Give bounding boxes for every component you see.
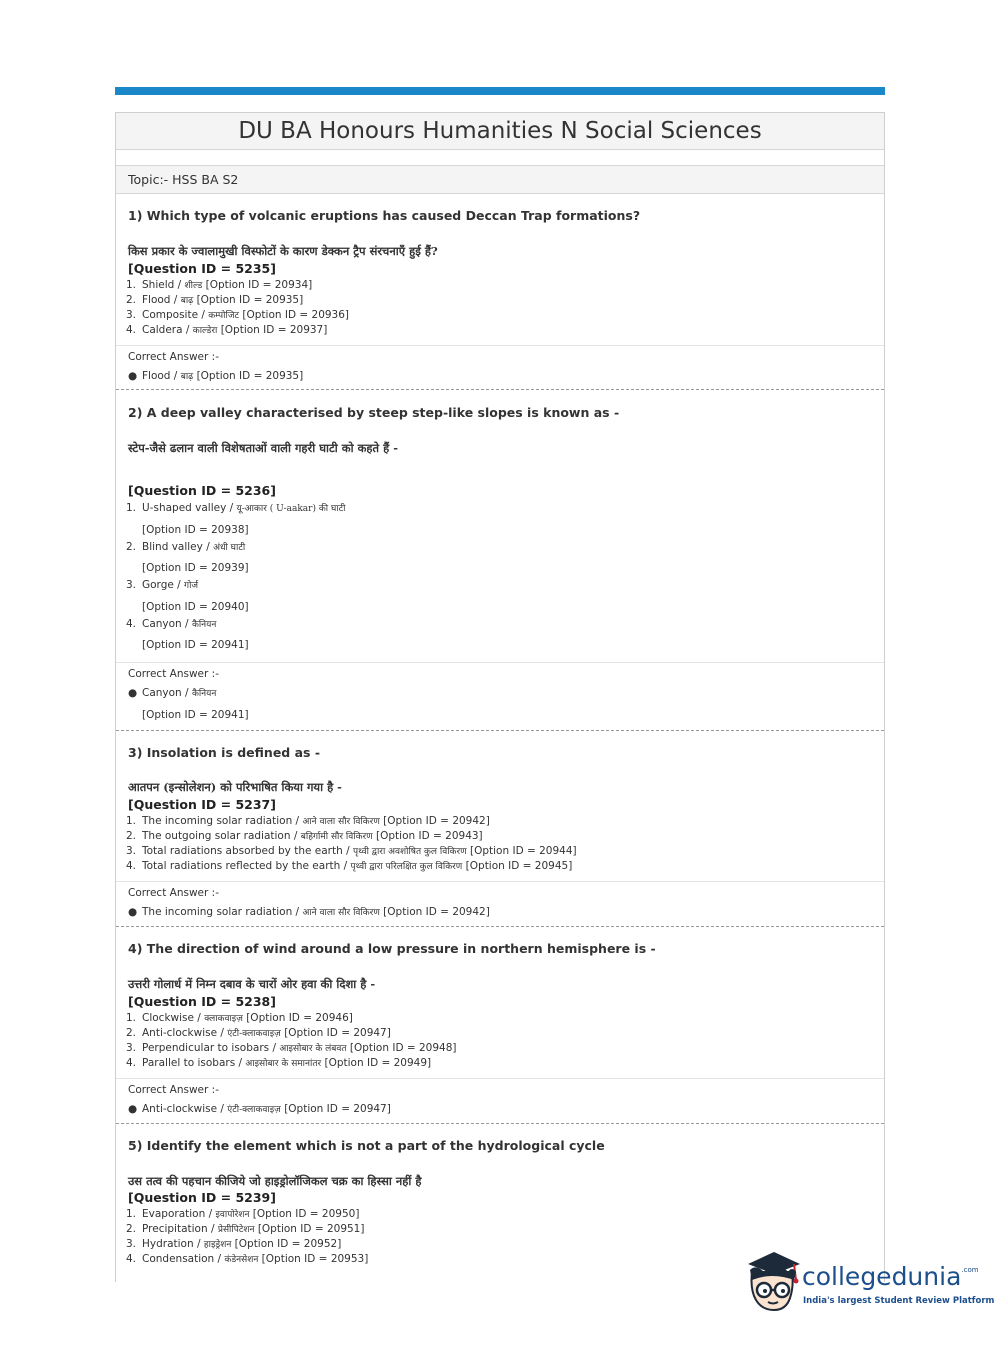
question-text: 1) Which type of volcanic eruptions has caused Deccan Trap formations? [128,208,641,223]
correct-answer: ● The incoming solar radiation / आने वाला सौर विकिरण [Option ID = 20942] [128,906,490,918]
question-paper [115,112,885,1282]
option-item: 2. The outgoing solar radiation / बहिर्गामी सौर विकिरण [Option ID = 20943] [126,830,483,842]
option-id: [Option ID = 20941] [142,639,249,651]
option-id: [Option ID = 20938] [142,524,249,536]
question-text: 2) A deep valley characterised by steep step-like slopes is known as - [128,405,620,420]
correct-answer: ● Canyon / कैनियन [128,687,217,699]
option-item: 4. Canyon / कैनियन [126,618,217,630]
divider [116,881,884,882]
option-item: 2. Precipitation / प्रेसीपिटेशन [Option ID = 20951] [126,1223,365,1235]
logo-wordmark: collegedunia$^{.com}$ [802,1262,979,1291]
page-title: DU BA Honours Humanities N Social Sciences [238,118,762,144]
question-text-hindi: उत्तरी गोलार्ध में निम्न दबाव के चारों ओर हवा की दिशा है - [128,977,376,991]
question-id: [Question ID = 5235] [128,261,276,276]
divider [116,345,884,346]
option-item: 1. U-shaped valley / यू-आकार ( U-aakar) की घाटी [126,502,346,514]
question-text: 3) Insolation is defined as - [128,745,321,760]
correct-answer-label: Correct Answer :- [128,668,219,680]
option-item: 1. Evaporation / इवापोरेशन [Option ID = 20950] [126,1208,360,1220]
divider [116,1078,884,1079]
topic-row: Topic:- HSS BA S2 [116,166,884,194]
option-id: [Option ID = 20940] [142,601,249,613]
correct-answer: ● Anti-clockwise / एंटी-क्लाकवाइज़ [Option ID = 20947] [128,1103,391,1115]
logo-tagline: India's largest Student Review Platform [803,1296,995,1306]
correct-answer-label: Correct Answer :- [128,887,219,899]
option-item: 4. Condensation / कंडेनसेशन [Option ID = 20953] [126,1253,369,1265]
option-id: [Option ID = 20939] [142,562,249,574]
divider [116,662,884,663]
question-separator [116,730,884,731]
option-item: 1. Clockwise / क्लाकवाइज़ [Option ID = 20946] [126,1012,353,1024]
option-item: 3. Composite / कम्पोजिट [Option ID = 20936] [126,309,350,321]
question-id: [Question ID = 5237] [128,797,276,812]
mascot-icon [742,1250,804,1318]
question-id: [Question ID = 5238] [128,994,276,1009]
question-text-hindi: आतपन (इन्सोलेशन) को परिभाषित किया गया है - [128,780,342,794]
spacer-row [116,150,884,166]
top-accent-bar [115,87,885,95]
option-item: 3. Perpendicular to isobars / आइसोबार के लंबवत [Option ID = 20948] [126,1042,457,1054]
question-id: [Question ID = 5236] [128,483,276,498]
question-text-hindi: स्टेप-जैसे ढलान वाली विशेषताओं वाली गहरी घाटी को कहते हैं - [128,441,398,455]
option-item: 1. The incoming solar radiation / आने वाला सौर विकिरण [Option ID = 20942] [126,815,490,827]
option-item: 1. Shield / शील्ड [Option ID = 20934] [126,279,313,291]
correct-answer-option-id: [Option ID = 20941] [142,709,249,721]
option-item: 2. Blind valley / अंधी घाटी [126,541,246,553]
collegedunia-logo [742,1250,995,1320]
option-item: 3. Hydration / हाइड्रेशन [Option ID = 20952] [126,1238,342,1250]
correct-answer: ● Flood / बाढ़ [Option ID = 20935] [128,370,304,382]
option-item: 3. Total radiations absorbed by the earth / पृथ्वी द्वारा अवशोषित कुल विकिरण [Option ID = 20944] [126,845,577,857]
question-text-hindi: उस तत्व की पहचान कीजिये जो हाइड्रोलॉजिकल चक्र का हिस्सा नहीं है [128,1174,422,1188]
question-separator [116,926,884,927]
question-text: 4) The direction of wind around a low pressure in northern hemisphere is - [128,941,656,956]
option-item: 2. Flood / बाढ़ [Option ID = 20935] [126,294,304,306]
question-text: 5) Identify the element which is not a part of the hydrological cycle [128,1138,605,1153]
question-separator [116,389,884,390]
option-item: 3. Gorge / गोर्ज [126,579,199,591]
option-item: 4. Caldera / काल्डेरा [Option ID = 20937] [126,324,328,336]
correct-answer-label: Correct Answer :- [128,351,219,363]
question-id: [Question ID = 5239] [128,1190,276,1205]
question-text-hindi: किस प्रकार के ज्वालामुखी विस्फोटों के कारण डेक्कन ट्रैप संरचनाएँ हुई हैं? [128,244,438,258]
correct-answer-label: Correct Answer :- [128,1084,219,1096]
question-separator [116,1123,884,1124]
option-item: 4. Parallel to isobars / आइसोबार के समानांतर [Option ID = 20949] [126,1057,432,1069]
option-item: 2. Anti-clockwise / एंटी-क्लाकवाइज़ [Option ID = 20947] [126,1027,391,1039]
option-item: 4. Total radiations reflected by the earth / पृथ्वी द्वारा परिलक्षित कुल विकिरण [Option ID = 20945] [126,860,573,872]
title-box [116,113,884,150]
